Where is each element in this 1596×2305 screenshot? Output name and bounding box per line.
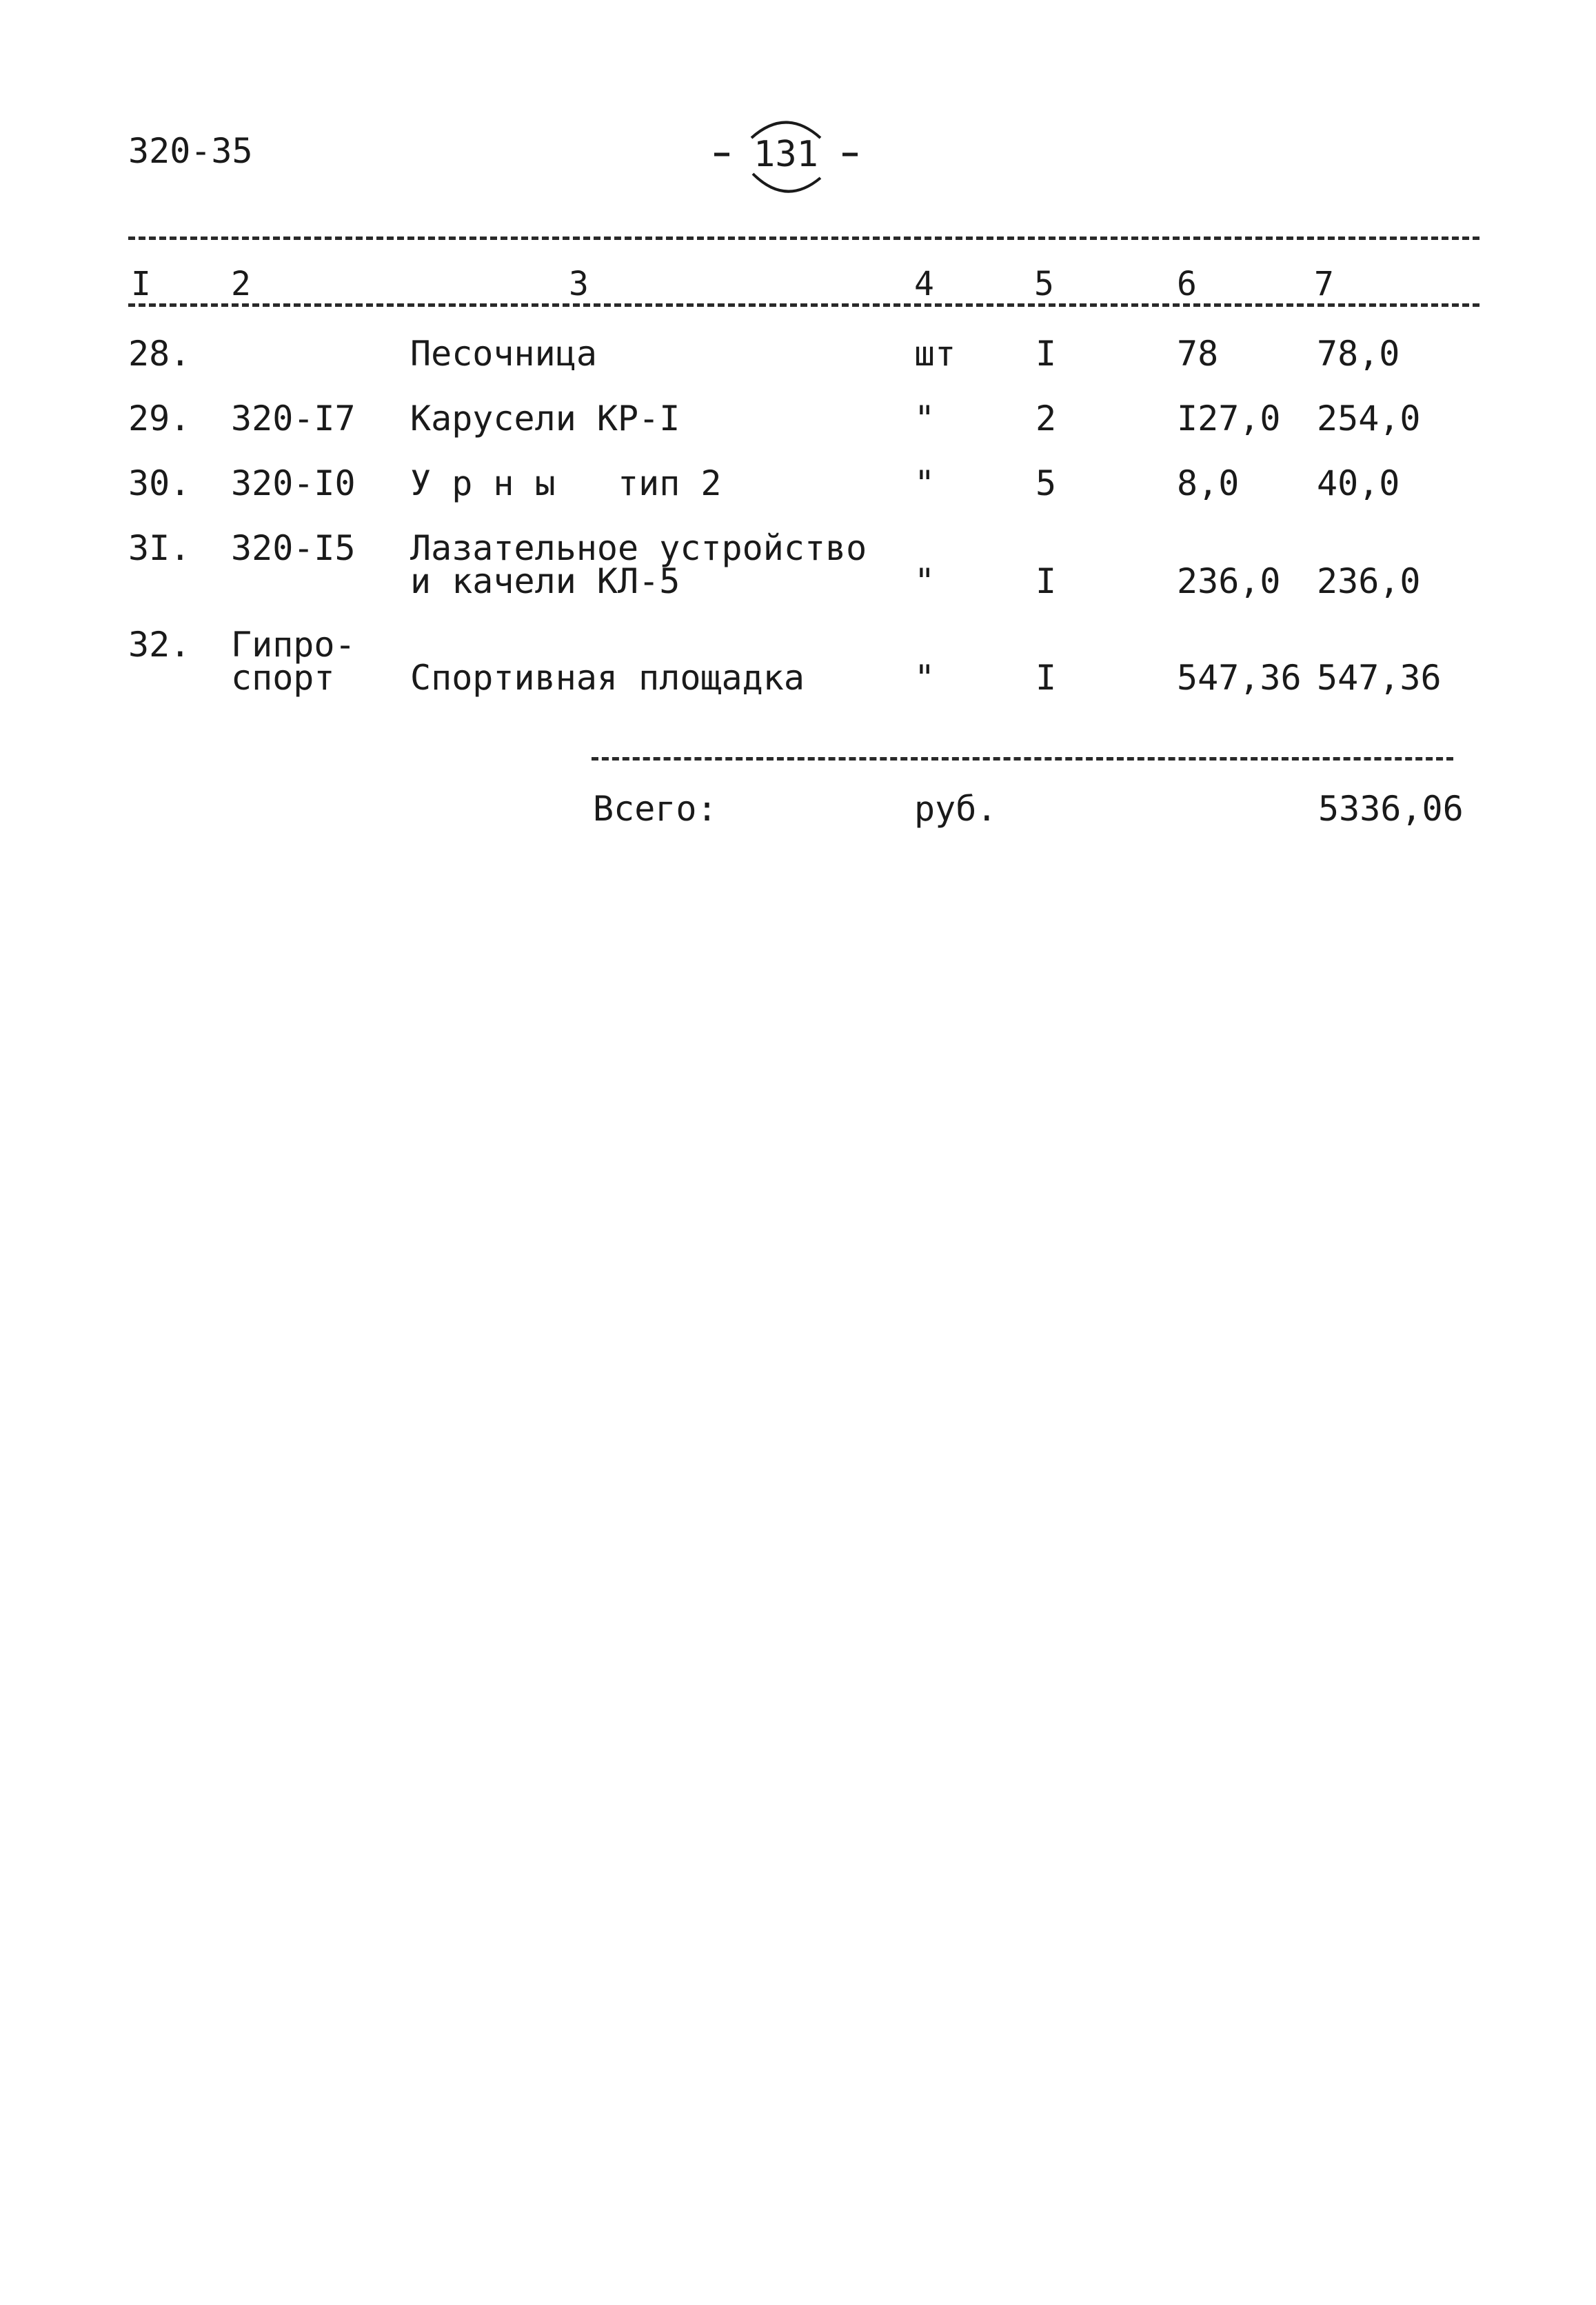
- item-name: Песочница: [410, 334, 597, 374]
- item-sum: 547,36: [1317, 658, 1442, 698]
- total-value: 5336,06: [1318, 789, 1464, 829]
- item-sum: 236,0: [1317, 561, 1421, 601]
- item-sum: 78,0: [1317, 334, 1400, 374]
- column-header-3: 3: [569, 265, 589, 303]
- item-price: 78: [1177, 334, 1219, 374]
- item-price: I27,0: [1177, 399, 1281, 439]
- total-label: Всего:: [593, 789, 718, 829]
- top-rule: [128, 236, 1479, 240]
- item-price: 236,0: [1177, 561, 1281, 601]
- item-unit: шт: [914, 334, 956, 374]
- column-header-6: 6: [1177, 265, 1197, 303]
- item-quantity: I: [1036, 561, 1057, 601]
- item-name: Карусели КР-I: [410, 399, 680, 439]
- item-unit: ": [914, 399, 936, 439]
- item-code: 320-I7: [231, 399, 356, 439]
- item-name: У р н ы тип 2: [410, 463, 722, 503]
- column-header-7: 7: [1314, 265, 1334, 303]
- item-quantity: I: [1036, 658, 1057, 698]
- header-rule: [128, 303, 1479, 307]
- item-name: Лазательное устройство: [410, 528, 867, 568]
- column-header-4: 4: [914, 265, 934, 303]
- item-name: Спортивная площадка: [410, 658, 805, 698]
- page-number-stamp: [710, 110, 862, 207]
- column-header-2: 2: [231, 265, 251, 303]
- item-sum: 254,0: [1317, 399, 1421, 439]
- row-number: 3I.: [128, 528, 191, 568]
- item-name-continued: и качели КЛ-5: [410, 561, 680, 601]
- item-code-continued: спорт: [231, 658, 335, 698]
- item-quantity: I: [1036, 334, 1057, 374]
- item-code: Гипро-: [231, 625, 356, 665]
- item-unit: ": [914, 463, 936, 503]
- total-unit: руб.: [914, 789, 998, 829]
- item-code: 320-I0: [231, 463, 356, 503]
- row-number: 32.: [128, 625, 191, 665]
- document-code: 320-35: [128, 131, 253, 171]
- row-number: 30.: [128, 463, 191, 503]
- item-quantity: 5: [1036, 463, 1057, 503]
- page-number: 131: [754, 134, 818, 175]
- item-price: 8,0: [1177, 463, 1240, 503]
- item-unit: ": [914, 561, 936, 601]
- column-header-5: 5: [1034, 265, 1054, 303]
- column-header-1: I: [131, 265, 151, 303]
- total-rule: [592, 757, 1453, 761]
- row-number: 28.: [128, 334, 191, 374]
- item-unit: ": [914, 658, 936, 698]
- item-sum: 40,0: [1317, 463, 1400, 503]
- row-number: 29.: [128, 399, 191, 439]
- item-code: 320-I5: [231, 528, 356, 568]
- item-quantity: 2: [1036, 399, 1057, 439]
- item-price: 547,36: [1177, 658, 1302, 698]
